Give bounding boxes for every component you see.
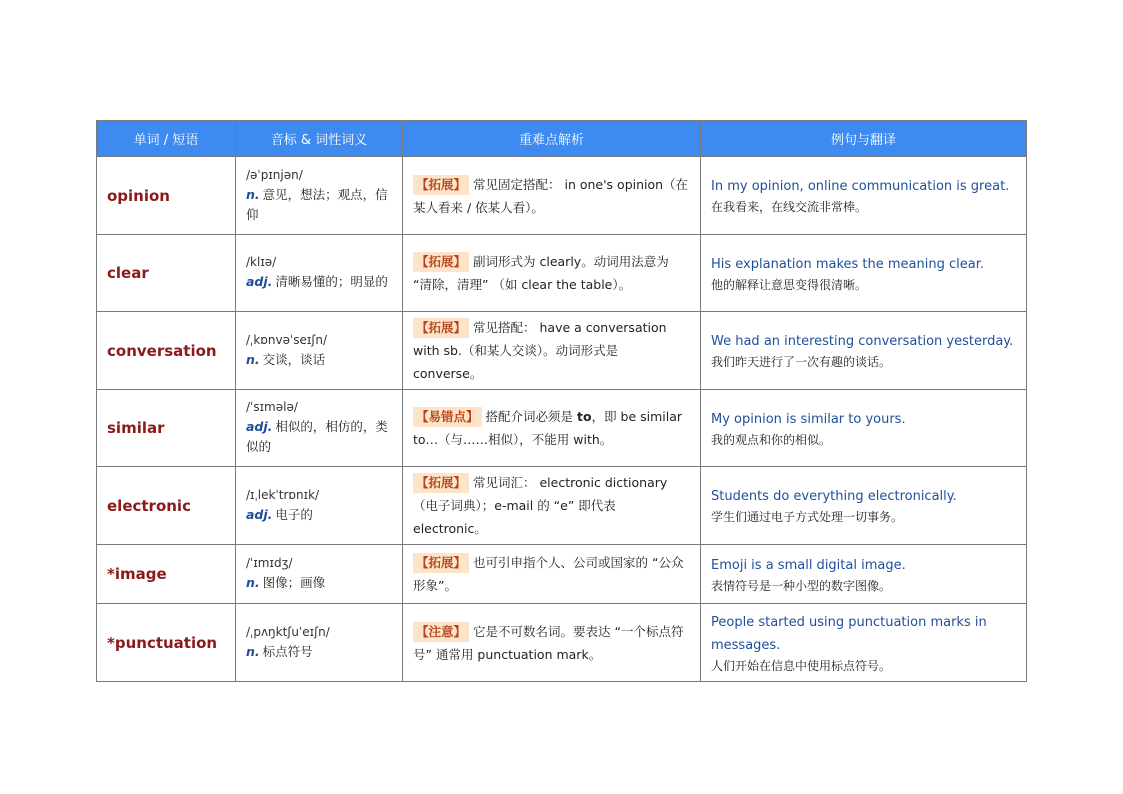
note-text: 常见固定搭配： in one's opinion（在某人看来 / 依某人看）。 — [413, 176, 689, 215]
note-tag: 【拓展】 — [413, 553, 469, 573]
word-cell: electronic — [97, 467, 236, 545]
vocabulary-table — [96, 120, 1027, 682]
table-row — [97, 157, 1027, 235]
meaning: 交谈，谈话 — [262, 351, 326, 367]
table-row — [97, 390, 1027, 467]
example-english: In my opinion, online communication is great. — [711, 179, 1010, 194]
key-point-cell — [403, 390, 701, 467]
meaning: 清晰易懂的；明显的 — [275, 274, 388, 289]
example-english: My opinion is similar to yours. — [711, 411, 906, 427]
phonetic-meaning-cell — [236, 312, 403, 390]
note-tag: 【拓展】 — [413, 473, 469, 493]
phonetic: /ˈɪmɪdʒ/ — [246, 556, 293, 570]
example-english: His explanation makes the meaning clear. — [711, 256, 984, 272]
example-english: Students do everything electronically. — [711, 489, 957, 504]
phonetic-meaning-cell — [236, 545, 403, 604]
note-text: 副词形式为 clearly。动词用法意为 “清除，清理” （如 clear the table）。 — [413, 254, 669, 292]
note-text: 它是不可数名词。要表达 “一个标点符号” 通常用 punctuation mark。 — [413, 623, 684, 662]
note-tag: 【易错点】 — [413, 407, 482, 427]
phonetic-meaning-cell — [236, 157, 403, 235]
example-chinese: 他的解释让意思变得很清晰。 — [711, 277, 868, 292]
table-header-row — [97, 121, 1027, 157]
phonetic: /əˈpɪnjən/ — [246, 167, 303, 182]
meaning: 电子的 — [275, 506, 313, 522]
word-cell: conversation — [97, 312, 236, 390]
part-of-speech: adj. — [246, 274, 273, 289]
part-of-speech: n. — [246, 351, 260, 367]
word-cell: *punctuation — [97, 604, 236, 682]
header-examples: 例句与翻译 — [701, 121, 1027, 157]
key-point-cell — [403, 467, 701, 545]
note-tag: 【拓展】 — [413, 175, 469, 195]
phonetic: /ˌpʌŋktʃuˈeɪʃn/ — [246, 624, 330, 639]
meaning: 标点符号 — [262, 643, 313, 659]
phonetic: /ɪˌlekˈtrɒnɪk/ — [246, 487, 320, 502]
table-row — [97, 467, 1027, 545]
example-chinese: 在我看来，在线交流非常棒。 — [711, 200, 868, 214]
part-of-speech: adj. — [246, 419, 273, 434]
note-text: ，即 be similar to…（与……相似），不能用 with。 — [413, 409, 683, 447]
key-point-cell — [403, 312, 701, 390]
example-english: Emoji is a small digital image. — [711, 557, 906, 573]
key-point-cell — [403, 157, 701, 235]
note-tag: 【拓展】 — [413, 318, 469, 338]
note-text: 常见词汇： electronic dictionary（电子词典）；e-mail 的 “e” 即代表 electronic。 — [413, 475, 668, 536]
header-phonetic-meaning: 音标 & 词性词义 — [236, 121, 403, 157]
example-cell — [701, 604, 1027, 682]
example-chinese: 学生们通过电子方式处理一切事务。 — [711, 510, 904, 524]
part-of-speech: n. — [246, 643, 260, 659]
phonetic-meaning-cell — [236, 235, 403, 312]
note-tag: 【注意】 — [413, 622, 469, 642]
part-of-speech: n. — [246, 186, 260, 202]
key-point-cell — [403, 604, 701, 682]
part-of-speech: adj. — [246, 506, 273, 522]
table-row — [97, 545, 1027, 604]
example-english: We had an interesting conversation yesterday. — [711, 334, 1014, 349]
example-cell — [701, 235, 1027, 312]
word-cell: *image — [97, 545, 236, 604]
meaning: 图像；画像 — [262, 575, 326, 590]
note-text: 常见搭配： have a conversation with sb.（和某人交谈）。动词形式是 converse。 — [413, 320, 667, 381]
example-cell — [701, 390, 1027, 467]
header-key-points: 重难点解析 — [403, 121, 701, 157]
phonetic: /klɪə/ — [246, 255, 277, 269]
note-text: 也可引申指个人、公司或国家的 “公众形象”。 — [413, 555, 684, 593]
example-english: People started using punctuation marks in messages. — [711, 614, 987, 653]
example-cell — [701, 545, 1027, 604]
example-cell — [701, 467, 1027, 545]
example-chinese: 人们开始在信息中使用标点符号。 — [711, 658, 892, 673]
note-tag: 【拓展】 — [413, 252, 469, 272]
table-row — [97, 235, 1027, 312]
phonetic-meaning-cell — [236, 390, 403, 467]
example-cell — [701, 312, 1027, 390]
phonetic: /ˈsɪmələ/ — [246, 400, 298, 414]
example-chinese: 我们昨天进行了一次有趣的谈话。 — [711, 355, 892, 369]
table-row — [97, 312, 1027, 390]
word-cell: similar — [97, 390, 236, 467]
key-point-cell — [403, 545, 701, 604]
part-of-speech: n. — [246, 575, 260, 590]
note-emphasis: to — [577, 409, 592, 424]
example-cell — [701, 157, 1027, 235]
example-chinese: 表情符号是一种小型的数字图像。 — [711, 578, 892, 593]
table-row — [97, 604, 1027, 682]
word-cell: clear — [97, 235, 236, 312]
meaning: 相似的，相仿的，类似的 — [246, 419, 388, 454]
header-word: 单词 / 短语 — [97, 121, 236, 157]
note-text: 搭配介词必须是 — [485, 409, 577, 424]
key-point-cell — [403, 235, 701, 312]
meaning: 意见，想法；观点，信仰 — [246, 186, 388, 222]
phonetic: /ˌkɒnvəˈseɪʃn/ — [246, 332, 328, 347]
example-chinese: 我的观点和你的相似。 — [711, 432, 832, 447]
word-cell: opinion — [97, 157, 236, 235]
phonetic-meaning-cell — [236, 604, 403, 682]
phonetic-meaning-cell — [236, 467, 403, 545]
